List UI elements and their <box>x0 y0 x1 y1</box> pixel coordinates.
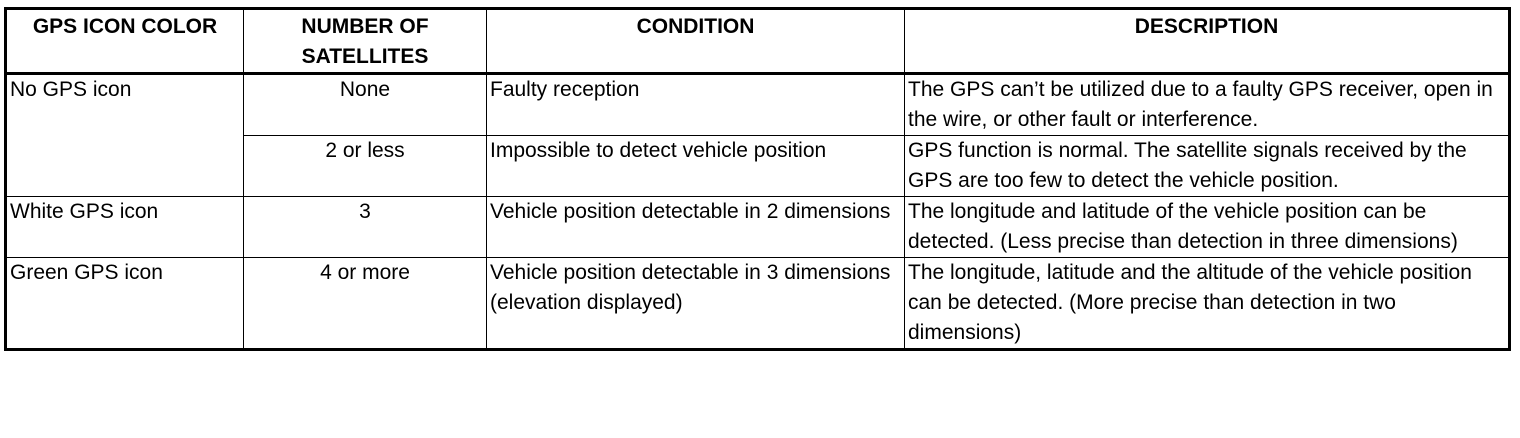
cell-description: GPS function is normal. The satellite signals received by the GPS are too few to detect the vehicle position. <box>905 136 1510 197</box>
cell-icon-color: White GPS icon <box>6 197 244 258</box>
cell-condition: Vehicle position detectable in 2 dimensions <box>487 197 905 258</box>
cell-description: The longitude and latitude of the vehicle position can be detected. (Less precise than detection in three dimensions) <box>905 197 1510 258</box>
cell-condition: Faulty reception <box>487 74 905 136</box>
header-description: DESCRIPTION <box>905 9 1510 74</box>
cell-satellites: 4 or more <box>244 258 487 350</box>
cell-description: The longitude, latitude and the altitude of the vehicle position can be detected. (More precise than detection in two dimensions) <box>905 258 1510 350</box>
table-header-row <box>6 9 1510 74</box>
cell-description: The GPS can’t be utilized due to a faulty GPS receiver, open in the wire, or other fault or interference. <box>905 74 1510 136</box>
cell-icon-color: Green GPS icon <box>6 258 244 350</box>
cell-condition: Impossible to detect vehicle position <box>487 136 905 197</box>
cell-satellites: 2 or less <box>244 136 487 197</box>
header-number-of-satellites: NUMBER OF SATELLITES <box>244 9 487 74</box>
cell-condition: Vehicle position detectable in 3 dimensions (elevation displayed) <box>487 258 905 350</box>
header-gps-icon-color: GPS ICON COLOR <box>6 9 244 74</box>
gps-icon-table <box>4 7 1511 351</box>
cell-icon-color: No GPS icon <box>6 74 244 197</box>
header-condition: CONDITION <box>487 9 905 74</box>
table-row <box>6 74 1510 136</box>
table-row <box>6 258 1510 350</box>
cell-satellites: None <box>244 74 487 136</box>
table-row <box>6 197 1510 258</box>
cell-satellites: 3 <box>244 197 487 258</box>
